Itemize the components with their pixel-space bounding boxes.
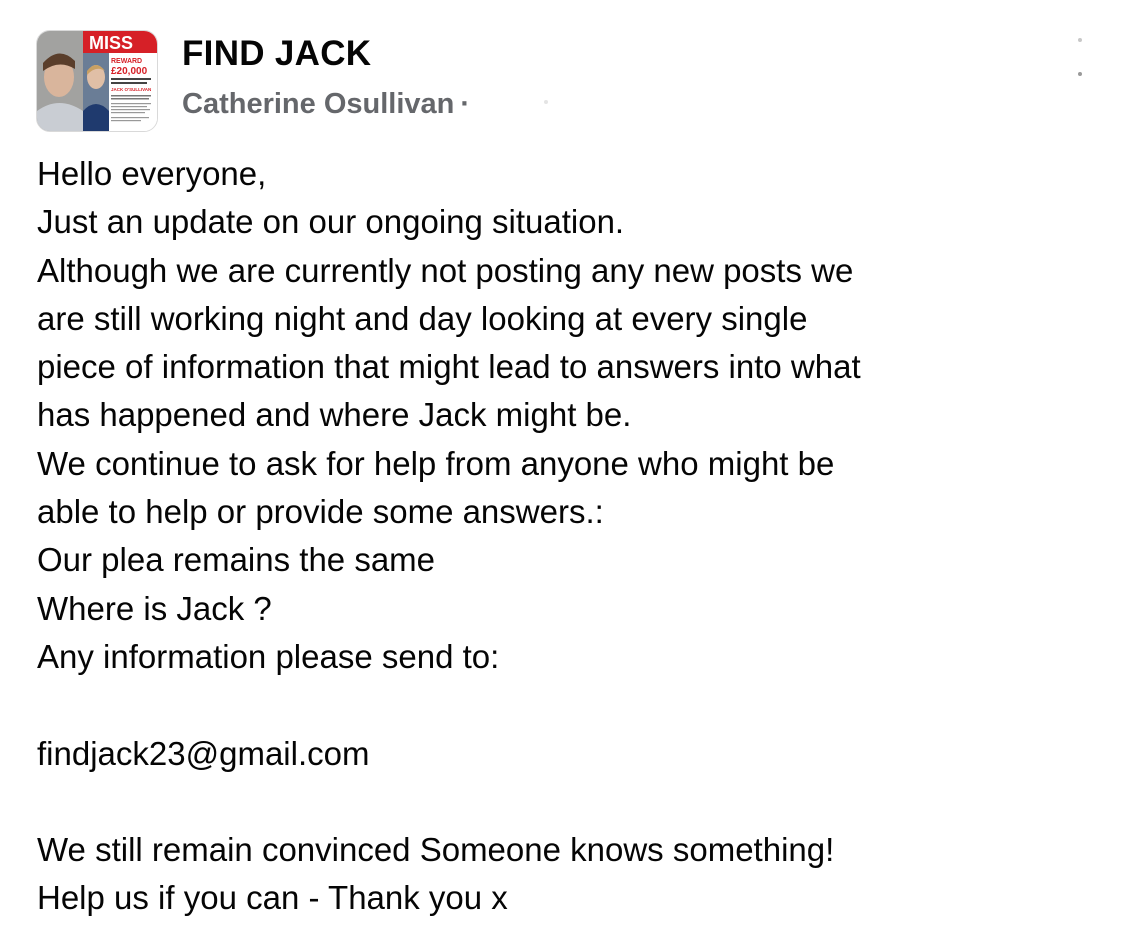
post-text-line: able to help or provide some answers.:: [37, 493, 604, 531]
author-line: [182, 88, 470, 121]
post-text-line: Our plea remains the same: [37, 541, 436, 579]
separator-dot: ·: [460, 88, 471, 120]
post-text-line: piece of information that might lead to answers into what: [37, 348, 861, 386]
post-text-line: has happened and where Jack might be.: [37, 396, 632, 434]
post-body-text: [37, 150, 1097, 923]
post-header: [36, 30, 1086, 134]
faint-mark: [1078, 38, 1082, 42]
poster-name-text: JACK O'SULLIVAN: [111, 87, 152, 92]
group-name[interactable]: FIND JACK: [182, 34, 372, 73]
post-text-line: [37, 778, 1097, 826]
post-text-line: Help us if you can - Thank you x: [37, 879, 508, 917]
faint-mark: [544, 100, 548, 104]
author-name[interactable]: Catherine Osullivan: [182, 88, 455, 120]
email-address[interactable]: findjack23@gmail.com: [37, 734, 370, 772]
group-avatar[interactable]: [36, 30, 158, 132]
post-text-line: Hello everyone,: [37, 155, 267, 192]
post-text-line: Just an update on our ongoing situation.: [37, 203, 625, 241]
post-text-line: We still remain convinced Someone knows something!: [37, 831, 835, 869]
faint-mark: [1078, 72, 1082, 76]
post-text-line: are still working night and day looking at every single: [37, 299, 808, 337]
missing-poster-image: [37, 31, 157, 131]
post-text-line: Where is Jack ?: [37, 589, 272, 627]
post-text-line: Any information please send to:: [37, 637, 500, 675]
poster-reward-amount: £20,000: [111, 66, 148, 77]
post-text-line: We continue to ask for help from anyone who might be: [37, 444, 835, 482]
post-text-line: Although we are currently not posting any new posts we: [37, 251, 854, 289]
poster-reward-label: REWARD: [111, 58, 143, 65]
post-text-line: [37, 681, 1097, 729]
poster-banner-text: MISS: [89, 33, 134, 53]
